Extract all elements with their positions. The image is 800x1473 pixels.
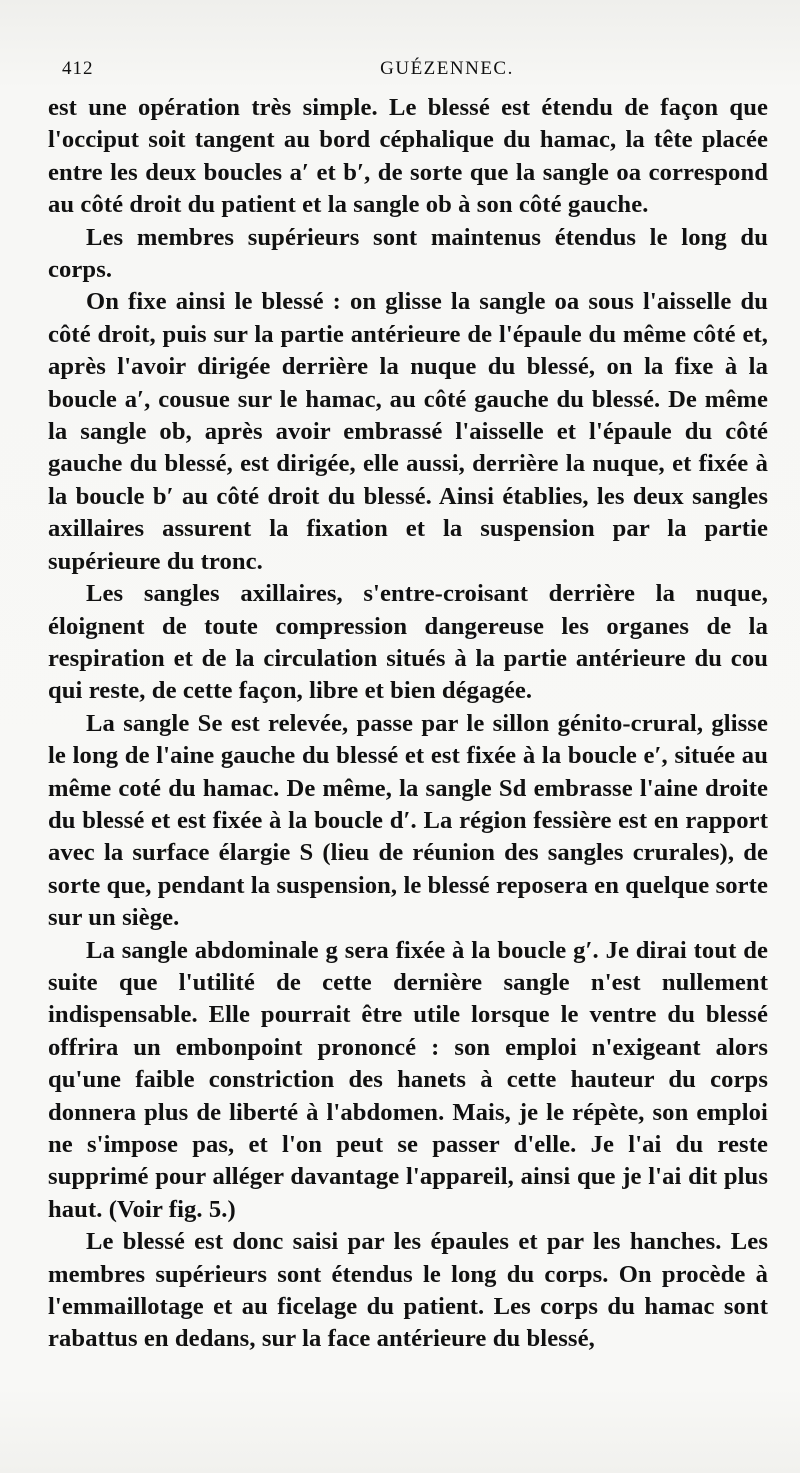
body-text xyxy=(48,92,768,1356)
paragraph: La sangle Se est relevée, passe par le sillon génito-crural, glisse le long de l'aine gauche du blessé et est fixée à la boucle e′, située au même coté du hamac. De même, la sangle Sd embrasse l'aine droite du blessé et est fixée à la boucle d′. La région fessière est en rapport avec la surface élargie S (lieu de réunion des sangles crurales), de sorte que, pendant la suspension, le blessé reposera en quelque sorte sur un siège. xyxy=(48,709,768,932)
paragraph: La sangle abdominale g sera fixée à la boucle g′. Je dirai tout de suite que l'utilité de cette dernière sangle n'est nullement indispensable. Elle pourrait être utile lorsque le ventre du blessé offrira un embonpoint prononcé : son emploi n'exigeant alors qu'une faible constriction des hanets à cette hauteur du corps donnera plus de liberté à l'abdomen. Mais, je le répète, son emploi ne s'impose pas, et l'on peut se passer d'elle. Je l'ai du reste supprimé pour alléger davantage l'appareil, ainsi que je l'ai dit plus haut. (Voir fig. 5.) xyxy=(48,936,768,1223)
paragraph: Les membres supérieurs sont maintenus étendus le long du corps. xyxy=(48,223,768,284)
paragraph: Le blessé est donc saisi par les épaules et par les hanches. Les membres supérieurs sont étendus le long du corps. On procède à l'emmaillotage et au ficelage du patient. Les corps du hamac sont rabattus en dedans, sur la face antérieure du blessé, xyxy=(48,1228,768,1353)
running-head: GUÉZENNEC. xyxy=(380,58,514,79)
paragraph: On fixe ainsi le blessé : on glisse la sangle oa sous l'aisselle du côté droit, puis sur la partie antérieure de l'épaule du même côté et, après l'avoir dirigée derrière la nuque du blessé, on la fixe à la boucle a′, cousue sur le hamac, au côté gauche du blessé. De même la sangle ob, après avoir embrassé l'aisselle et l'épaule du côté gauche du blessé, est dirigée, elle aussi, derrière la nuque, et fixée à la boucle b′ au côté droit du blessé. Ainsi établies, les deux sangles axillaires assurent la fixation et la suspension par la partie supérieure du tronc. xyxy=(48,288,768,575)
paragraph: Les sangles axillaires, s'entre-croisant derrière la nuque, éloignent de toute compression dangereuse les organes de la respiration et de la circulation situés à la partie antérieure du cou qui reste, de cette façon, libre et bien dégagée. xyxy=(48,580,768,705)
page-header xyxy=(62,58,750,88)
paragraph: est une opération très simple. Le blessé est étendu de façon que l'occiput soit tangent au bord céphalique du hamac, la tête placée entre les deux boucles a′ et b′, de sorte que la sangle oa correspond au côté droit du patient et la sangle ob à son côté gauche. xyxy=(48,94,768,219)
page-number: 412 xyxy=(62,58,94,79)
